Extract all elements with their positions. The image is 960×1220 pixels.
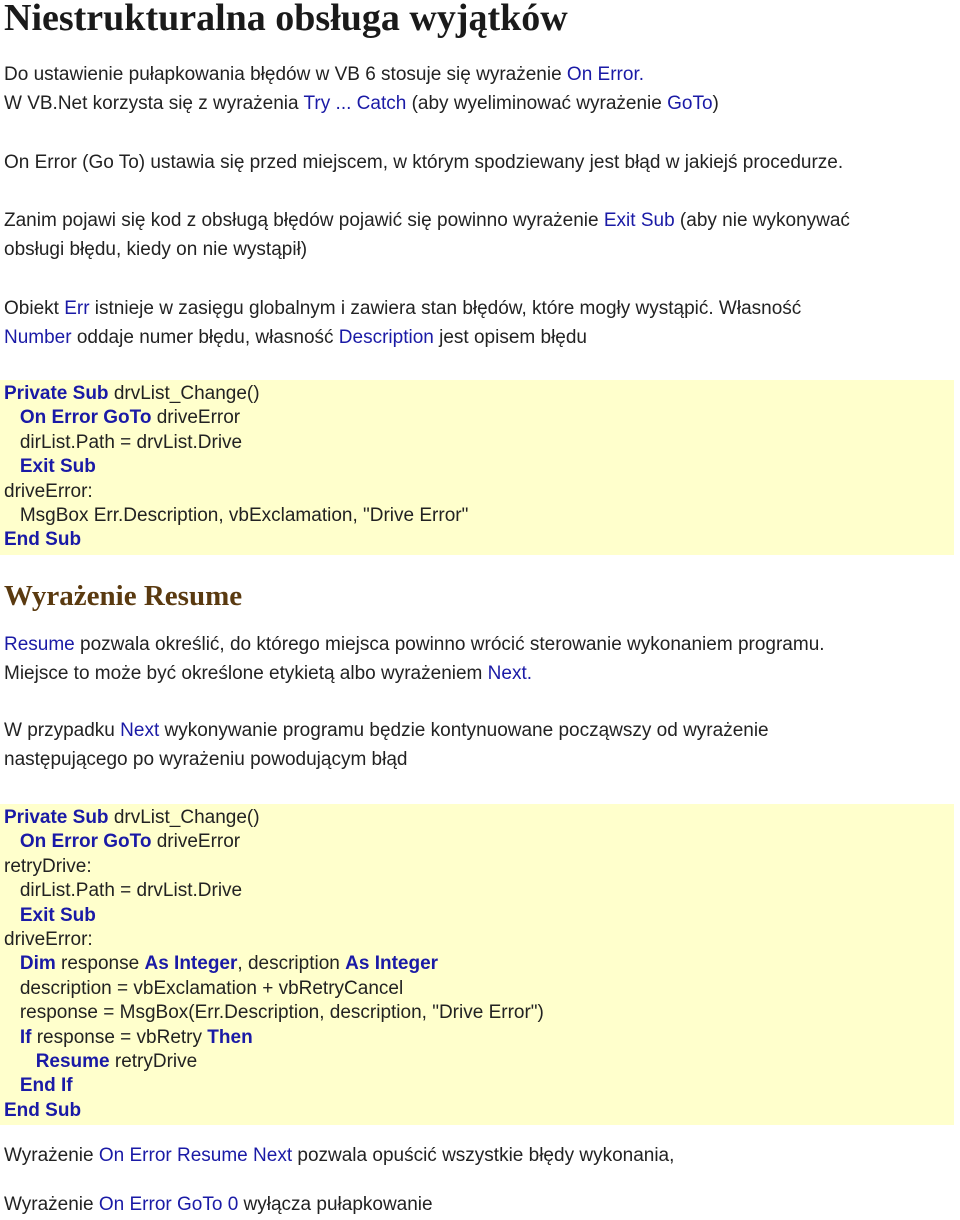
on-error-resume-next-keyword: On Error Resume Next [98, 1145, 293, 1166]
err-text-2: istnieje w zasięgu globalnym i zawiera stan błędów, które mogły wystąpić. Własność [89, 298, 802, 319]
on-error-placement-paragraph: On Error (Go To) ustawia się przed miejscem, w którym spodziewany jest błąd w jakiejś procedurze. [4, 152, 844, 173]
err-text-3: oddaje numer błędu, własność [71, 327, 339, 348]
code-keyword: Private Sub [4, 383, 109, 404]
code-line [4, 977, 954, 1001]
code-text [4, 831, 20, 852]
err-keyword: Err [64, 298, 90, 319]
exit-sub-paragraph [4, 206, 850, 264]
code-block-1 [0, 380, 954, 555]
code-line [4, 504, 954, 528]
code-line [4, 904, 954, 928]
resume-next-paragraph [4, 1141, 674, 1170]
next-text-3: następującego po wyrażeniu powodującym błąd [4, 749, 408, 770]
goto-zero-text-2: wyłącza pułapkowanie [238, 1194, 433, 1215]
next-keyword-2: Next [120, 720, 160, 741]
code-keyword: If [19, 1026, 32, 1048]
code-text [4, 407, 20, 428]
code-line [4, 382, 954, 406]
code-text: driveError: [4, 480, 93, 502]
code-keyword: On Error GoTo [19, 407, 152, 429]
code-text [4, 905, 20, 926]
code-text: MsgBox Err.Description, vbExclamation, "Drive Error" [4, 504, 469, 526]
code-keyword: End Sub [4, 1099, 82, 1121]
code-keyword: As Integer [345, 953, 439, 975]
code-line [4, 528, 954, 552]
page-title: Niestrukturalna obsługa wyjątków [4, 0, 568, 39]
code-line [4, 1099, 954, 1123]
section-heading-resume: Wyrażenie Resume [4, 580, 243, 612]
exit-sub-text-3: obsługi błędu, kiedy on nie wystąpił) [4, 239, 308, 260]
goto-zero-text-1: Wyrażenie [4, 1194, 99, 1215]
code-text: response = MsgBox(Err.Description, description, "Drive Error") [4, 1002, 544, 1024]
code-line [4, 830, 954, 854]
err-text-1: Obiekt [4, 298, 65, 319]
on-error-keyword: On Error. [566, 64, 644, 85]
intro-text-1: Do ustawienie pułapkowania błędów w VB 6 stosuje się wyrażenie [4, 64, 567, 85]
code-line [4, 1050, 954, 1074]
err-object-paragraph [4, 294, 801, 352]
resume-next-text-1: Wyrażenie [4, 1145, 99, 1166]
goto-zero-paragraph [4, 1190, 433, 1219]
code-line [4, 855, 954, 879]
code-line [4, 879, 954, 903]
code-line [4, 1001, 954, 1025]
code-line [4, 952, 954, 976]
resume-keyword: Resume [4, 634, 75, 655]
code-text: driveError: [4, 928, 93, 950]
code-line [4, 480, 954, 504]
try-catch-keyword: Try ... Catch [303, 93, 407, 114]
code-text: retryDrive: [4, 855, 92, 877]
next-paragraph [4, 716, 769, 774]
resume-text-1: pozwala określić, do którego miejsca powinno wrócić sterowanie wykonaniem programu. [74, 634, 825, 655]
code-keyword: Exit Sub [19, 456, 96, 478]
resume-next-text-2: pozwala opuścić wszystkie błędy wykonania, [292, 1145, 675, 1166]
code-text: dirList.Path = drvList.Drive [4, 880, 243, 902]
code-text: , description [237, 953, 346, 975]
code-keyword: Private Sub [4, 807, 109, 828]
code-line [4, 406, 954, 430]
intro-text-2: W VB.Net korzysta się z wyrażenia [4, 93, 304, 114]
code-text [4, 456, 20, 477]
goto-keyword: GoTo [667, 93, 713, 114]
code-line [4, 431, 954, 455]
resume-text-2: Miejsce to może być określone etykietą albo wyrażeniem [4, 663, 488, 684]
next-keyword: Next. [487, 663, 533, 684]
code-keyword: On Error GoTo [19, 831, 152, 853]
code-text [4, 953, 20, 974]
code-keyword: Dim [19, 953, 56, 975]
code-keyword: As Integer [144, 953, 238, 975]
code-keyword: End If [19, 1075, 73, 1097]
code-text: drvList_Change() [108, 383, 260, 404]
description-keyword: Description [338, 327, 434, 348]
intro-text-4: ) [712, 93, 719, 114]
code-line [4, 806, 954, 830]
code-text: dirList.Path = drvList.Drive [4, 431, 243, 453]
code-keyword: Resume [35, 1050, 110, 1072]
code-text [4, 1075, 20, 1096]
code-text: retryDrive [109, 1050, 198, 1072]
code-text: driveError [151, 407, 241, 429]
code-text: response = vbRetry [31, 1026, 208, 1048]
code-text: driveError [151, 831, 241, 853]
number-keyword: Number [4, 327, 72, 348]
exit-sub-text-1: Zanim pojawi się kod z obsługą błędów pojawić się powinno wyrażenie [4, 210, 604, 231]
code-keyword: End Sub [4, 529, 82, 551]
next-text-2: wykonywanie programu będzie kontynuowane począwszy od wyrażenie [159, 720, 769, 741]
code-text [4, 1027, 20, 1048]
exit-sub-text-2: (aby nie wykonywać [674, 210, 850, 231]
resume-paragraph [4, 630, 825, 688]
code-text [4, 1051, 36, 1072]
intro-paragraph [4, 60, 719, 118]
code-line [4, 928, 954, 952]
next-text-1: W przypadku [4, 720, 121, 741]
exit-sub-keyword: Exit Sub [603, 210, 675, 231]
on-error-goto-0-keyword: On Error GoTo 0 [98, 1194, 239, 1215]
code-text: description = vbExclamation + vbRetryCancel [4, 977, 404, 999]
code-line [4, 1074, 954, 1098]
code-keyword: Exit Sub [19, 904, 96, 926]
code-text: response [55, 953, 145, 975]
code-text: drvList_Change() [108, 807, 260, 828]
code-block-2 [0, 804, 954, 1125]
err-text-4: jest opisem błędu [433, 327, 587, 348]
code-line [4, 455, 954, 479]
intro-text-3: (aby wyeliminować wyrażenie [406, 93, 668, 114]
code-keyword: Then [207, 1026, 253, 1048]
code-line [4, 1026, 954, 1050]
